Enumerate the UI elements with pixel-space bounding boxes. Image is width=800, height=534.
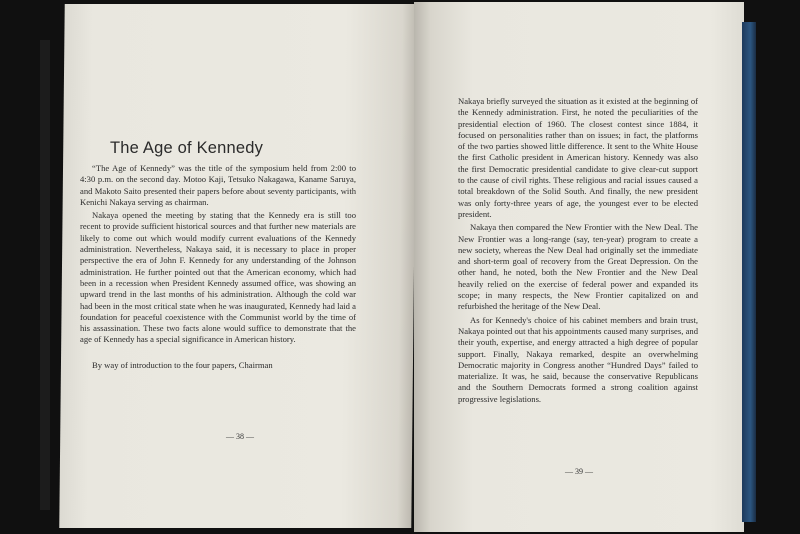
paragraph: Nakaya opened the meeting by stating that the Kennedy era is still too recent to provide sufficient historical sources and that further new materials are likely to come out which would modify current evaluations of the Kennedy administration. Nevertheless, Nakaya said, it is necessary to place in proper perspective the era of John F. Kennedy for any understanding of the Johnson administration. He further pointed out that the American economy, which had been in a recession when President Kennedy assumed office, was showing an upward trend in the last months of his administration. Although the cold war had been in the most critical state when he was inaugurated, Kennedy had laid a foundation for peaceful coexistence with the Communist world by the time of his assassination. These two facts alone would suffice to demonstrate that the age of Kennedy has a special significance in American history. bbox=[80, 210, 356, 345]
table-shadow bbox=[40, 40, 50, 510]
page-title: The Age of Kennedy bbox=[110, 139, 264, 158]
right-page-text bbox=[458, 96, 698, 407]
page-number-left: — 38 — bbox=[226, 432, 254, 441]
paragraph: As for Kennedy's choice of his cabinet members and brain trust, Nakaya pointed out that his appointments caused many surprises, and their youth, expertise, and energy attracted a high degree of popular support. Finally, Nakaya remarked, despite an overwhelming Democratic majority in Congress another “Hundred Days” failed to materialize. It was, he said, because the conservative Republicans and the Southern Democrats formed a strong coalition against progressive legislations. bbox=[458, 314, 698, 404]
page-number-right: — 39 — bbox=[565, 467, 593, 476]
paragraph: “The Age of Kennedy” was the title of the symposium held from 2:00 to 4:30 p.m. on the second day. Motoo Kaji, Tetsuko Nakagawa, Kaname Saruya, and Makoto Saito presented their papers before about seventy participants, with Kenichi Nakaya serving as chairman. bbox=[80, 163, 356, 207]
closing-line: By way of introduction to the four papers, Chairman bbox=[92, 359, 273, 370]
book-cover-edge bbox=[742, 22, 756, 522]
paragraph: Nakaya then compared the New Frontier with the New Deal. The New Frontier was a long-range (say, ten-year) program to create a new society, whereas the New Deal had originally set the immediate and short-term goal of recovery from the Great Depression. On the other hand, he noted, both the New Frontier and the New Deal heavily relied on the exercise of federal power and expanded its scope; in many respects, the New Frontier capitalized on and refurbished the heritage of the New Deal. bbox=[458, 222, 698, 312]
left-page-text bbox=[80, 163, 356, 373]
paragraph: Nakaya briefly surveyed the situation as it existed at the beginning of the Kennedy administration. First, he noted the peculiarities of the presidential election of 1960. The closest contest since 1884, it focused on personalities rather than on issues; in fact, the platforms of the two parties showed little difference. It sent to the White House the first Catholic president in American history. Kennedy was also the first Democratic presidential candidate to give clear-cut support to the cause of civil rights. These religious and racial issues caused a total breakdown of the Solid South. And finally, the new president was only forty-three years of age, the youngest ever to be elected president. bbox=[458, 96, 698, 219]
